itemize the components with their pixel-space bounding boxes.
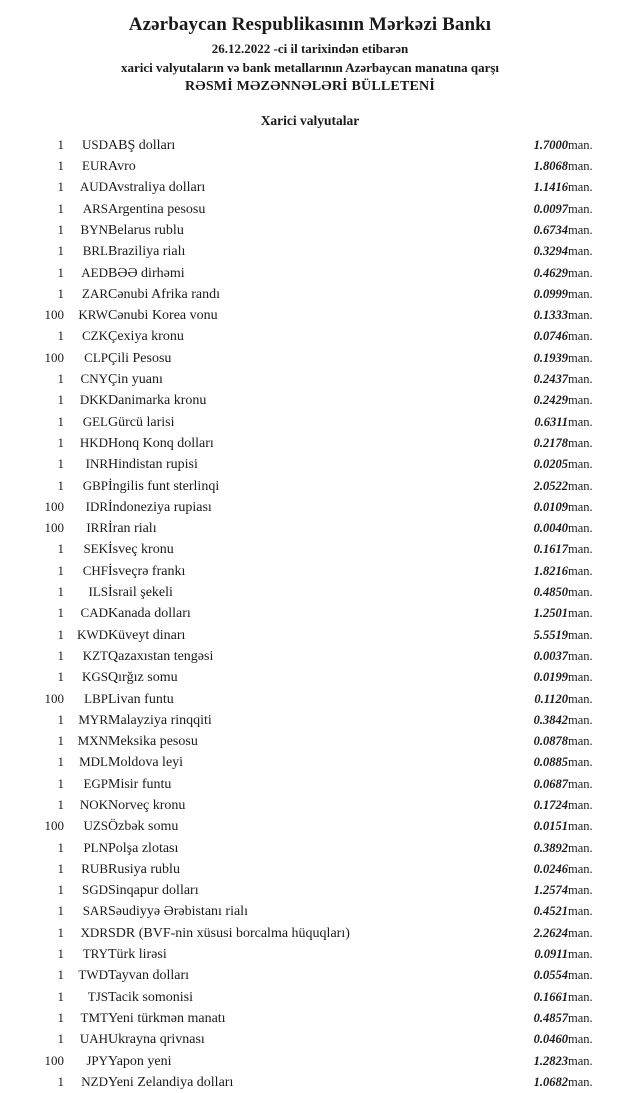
currency-unit: man.	[568, 393, 593, 408]
currency-code: RUB	[81, 860, 108, 876]
document-header	[18, 14, 602, 95]
table-row	[18, 263, 602, 284]
currency-unit: man.	[568, 201, 593, 216]
currency-name: Livan funtu	[108, 691, 174, 707]
currency-name: Misir funtu	[108, 776, 172, 792]
table-row	[18, 561, 602, 582]
table-row	[18, 901, 602, 922]
currency-name: Kanada dolları	[108, 606, 191, 622]
currency-unit: man.	[568, 1074, 593, 1089]
currency-unit: man.	[568, 798, 593, 812]
table-row	[18, 135, 602, 156]
currency-unit: man.	[568, 585, 593, 600]
currency-name: Yeni Zelandiya dolları	[108, 1074, 234, 1090]
currency-quantity: 1	[57, 839, 64, 855]
currency-code: TMT	[80, 1009, 108, 1025]
currency-code: EGP	[83, 775, 108, 791]
currency-rate: 1.0682	[533, 1074, 568, 1089]
currency-name: Səudiyyə Ərəbistanı rialı	[108, 904, 248, 920]
currency-code: HKD	[79, 434, 108, 450]
currency-rate: 0.0999	[533, 286, 568, 301]
currency-rate: 1.2501	[533, 606, 568, 621]
table-row	[18, 625, 602, 646]
currency-unit: man.	[568, 840, 593, 855]
currency-rate: 0.0554	[533, 968, 568, 983]
currency-code: SEK	[83, 541, 108, 557]
currency-name: Çexiya kronu	[108, 329, 184, 345]
currency-code: USD	[81, 136, 108, 152]
currency-code: BYN	[80, 221, 108, 237]
currency-name: Rusiya rublu	[108, 861, 180, 877]
currency-code: TJS	[87, 988, 108, 1004]
currency-quantity: 1	[57, 860, 64, 876]
currency-rate: 0.0460	[533, 1032, 568, 1047]
section-title-foreign-currencies: Xarici valyutalar	[260, 112, 360, 128]
currency-quantity: 100	[44, 498, 64, 514]
currency-unit: man.	[568, 457, 593, 472]
currency-rate: 5.5519	[533, 627, 568, 642]
currency-unit: man.	[568, 414, 593, 429]
table-row	[18, 1051, 602, 1072]
currency-rate: 0.0037	[533, 648, 568, 663]
table-row	[18, 923, 602, 944]
currency-code: KGS	[81, 669, 108, 685]
table-row	[18, 369, 602, 390]
currency-name: Yapon yeni	[108, 1053, 172, 1069]
currency-code: KWD	[76, 626, 108, 642]
currency-code: AED	[81, 264, 108, 280]
currency-unit: man.	[568, 989, 593, 1004]
currency-quantity: 1	[57, 775, 64, 791]
currency-unit: man.	[568, 925, 593, 940]
currency-name: Avro	[108, 159, 136, 175]
currency-unit: man.	[568, 904, 593, 919]
currency-unit: man.	[568, 861, 593, 876]
currency-rate: 0.0109	[533, 499, 568, 514]
currency-rate: 1.2823	[533, 1053, 568, 1068]
currency-quantity: 100	[44, 1052, 64, 1068]
currency-unit: man.	[568, 1010, 593, 1025]
currency-name: Tayvan dolları	[108, 968, 190, 984]
currency-code: INR	[85, 456, 108, 472]
currency-code: XDR	[80, 924, 108, 940]
currency-quantity: 1	[57, 605, 64, 621]
currency-code: CHF	[82, 562, 108, 578]
currency-unit: man.	[568, 968, 593, 983]
currency-name: Tacik somonisi	[108, 989, 193, 1005]
currency-unit: man.	[568, 1053, 593, 1068]
currency-name: Qırğız somu	[108, 670, 178, 686]
currency-unit: man.	[568, 883, 593, 898]
currency-name: Meksika pesosu	[108, 734, 198, 750]
currency-name: Türk lirəsi	[108, 947, 167, 963]
currency-name: Cənubi Korea vonu	[108, 308, 218, 324]
currency-rate: 0.0885	[533, 755, 568, 770]
currency-rate: 0.2178	[533, 435, 568, 450]
currency-code: PLN	[83, 839, 108, 855]
currency-unit: man.	[568, 542, 593, 557]
currency-rate: 1.2574	[533, 883, 568, 898]
table-row	[18, 348, 602, 369]
currency-quantity: 1	[57, 562, 64, 578]
currency-name: Çili Pesosu	[108, 350, 172, 366]
currency-rate: 2.2624	[533, 925, 568, 940]
table-row	[18, 241, 602, 262]
currency-code: GBP	[82, 477, 108, 493]
table-row	[18, 582, 602, 603]
currency-quantity: 1	[57, 797, 64, 812]
currency-rate: 0.0097	[533, 201, 568, 216]
currency-name: İran rialı	[108, 521, 157, 537]
currency-unit: man.	[568, 244, 593, 259]
table-row	[18, 1029, 602, 1050]
currency-name: İsrail şekeli	[108, 585, 173, 601]
table-row	[18, 816, 602, 837]
currency-rate: 0.4629	[533, 265, 568, 280]
currency-code: JPY	[86, 1052, 108, 1068]
table-row	[18, 433, 602, 454]
currency-rate: 1.8068	[533, 159, 568, 174]
table-row	[18, 689, 602, 710]
currency-name: Gürcü larisi	[108, 414, 175, 430]
currency-quantity: 1	[57, 243, 64, 259]
currency-name: Özbək somu	[108, 819, 179, 835]
currency-quantity: 1	[57, 413, 64, 429]
currency-code: ZAR	[82, 285, 108, 301]
currency-rate: 0.4521	[533, 904, 568, 919]
table-row	[18, 326, 602, 347]
currency-rate: 0.0911	[534, 947, 568, 962]
currency-name: Hindistan rupisi	[108, 457, 198, 473]
currency-name: Danimarka kronu	[108, 393, 207, 409]
currency-quantity: 1	[57, 136, 64, 152]
currency-quantity: 1	[57, 924, 64, 940]
currency-code: LBP	[84, 690, 108, 706]
table-row	[18, 987, 602, 1008]
table-row	[18, 752, 602, 773]
currency-rate: 0.0746	[533, 329, 568, 344]
currency-rate: 0.0687	[533, 776, 568, 791]
currency-code: KRW	[78, 307, 108, 323]
currency-rate: 0.0040	[533, 521, 568, 536]
currency-rate: 0.6311	[534, 414, 568, 429]
currency-rate: 2.0522	[533, 478, 568, 493]
currency-quantity: 100	[44, 520, 64, 536]
table-row	[18, 539, 602, 560]
currency-quantity: 1	[57, 477, 64, 493]
currency-quantity: 1	[57, 584, 64, 600]
currency-unit: man.	[568, 286, 593, 301]
table-row	[18, 1008, 602, 1029]
table-row	[18, 220, 602, 241]
table-row	[18, 774, 602, 795]
currency-rate: 0.3892	[533, 840, 568, 855]
currency-unit: man.	[568, 350, 593, 365]
currency-rate: 0.2437	[533, 372, 568, 387]
currency-name: ABŞ dolları	[108, 137, 176, 153]
table-row	[18, 199, 602, 220]
currency-code: MDL	[79, 754, 108, 770]
currency-name: Yeni türkmən manatı	[108, 1010, 226, 1026]
currency-unit: man.	[568, 712, 593, 727]
currency-code: NZD	[81, 1073, 108, 1089]
currency-rate: 0.4850	[533, 585, 568, 600]
currency-quantity: 1	[57, 221, 64, 237]
currency-code: SAR	[82, 903, 108, 919]
currency-unit: man.	[568, 308, 593, 323]
currency-unit: man.	[568, 521, 593, 536]
currency-name: SDR (BVF-nin xüsusi borcalma hüquqları)	[108, 925, 350, 941]
currency-rate: 0.6734	[533, 222, 568, 237]
currency-code: GEL	[82, 413, 108, 429]
currency-rate: 0.0205	[533, 457, 568, 472]
currency-name: Argentina pesosu	[108, 201, 206, 217]
currency-code: MYR	[78, 711, 108, 727]
currency-name: Braziliya rialı	[108, 244, 186, 260]
currency-unit: man.	[568, 180, 593, 195]
currency-code: KZT	[82, 647, 108, 663]
currency-unit: man.	[568, 563, 593, 578]
table-row	[18, 795, 602, 816]
currency-quantity: 1	[57, 967, 64, 983]
currency-rate: 1.1416	[533, 180, 568, 195]
currency-unit: man.	[568, 670, 593, 685]
currency-code: AUD	[79, 179, 108, 195]
currency-code: IRR	[86, 520, 108, 536]
table-row	[18, 965, 602, 986]
currency-name: İndoneziya rupiası	[108, 499, 212, 515]
table-row	[18, 497, 602, 518]
table-row	[18, 710, 602, 731]
currency-code: IDR	[85, 498, 108, 514]
currency-code: EUR	[82, 158, 108, 174]
currency-unit: man.	[568, 159, 593, 174]
currency-rate: 0.0246	[533, 861, 568, 876]
table-row	[18, 667, 602, 688]
currency-rate: 1.7000	[533, 137, 568, 152]
currency-name: İngilis funt sterlinqi	[108, 478, 220, 494]
bank-title: Azərbaycan Respublikasının Mərkəzi Bankı	[128, 14, 492, 35]
currency-unit: man.	[568, 776, 593, 791]
currency-rate: 1.8216	[533, 563, 568, 578]
currency-unit: man.	[568, 627, 593, 642]
table-row	[18, 284, 602, 305]
bulletin-title: RƏSMİ MƏZƏNNƏLƏRİ BÜLLETENİ	[184, 78, 436, 94]
effective-date-line: 26.12.2022 -ci il tarixindən etibarən	[211, 40, 409, 56]
table-row	[18, 944, 602, 965]
currency-unit: man.	[568, 499, 593, 514]
currency-quantity: 1	[57, 328, 64, 344]
currency-name: Norveç kronu	[108, 798, 186, 813]
currency-unit: man.	[568, 137, 593, 152]
currency-unit: man.	[568, 265, 593, 280]
currency-quantity: 1	[57, 1009, 64, 1025]
currency-quantity: 1	[57, 647, 64, 663]
currency-unit: man.	[568, 435, 593, 450]
currency-quantity: 1	[57, 392, 64, 408]
currency-quantity: 1	[57, 988, 64, 1004]
currency-quantity: 1	[57, 1073, 64, 1089]
table-row	[18, 1072, 602, 1093]
currency-quantity: 1	[57, 541, 64, 557]
currency-quantity: 1	[57, 371, 64, 387]
table-row	[18, 646, 602, 667]
currency-name: Küveyt dinarı	[108, 627, 186, 643]
currency-name: Çin yuanı	[108, 372, 163, 388]
table-row	[18, 412, 602, 433]
table-row	[18, 838, 602, 859]
currency-rate: 0.4857	[533, 1010, 568, 1025]
currency-unit: man.	[568, 1032, 593, 1047]
currency-quantity: 1	[57, 434, 64, 450]
currency-code: MXN	[77, 733, 108, 749]
currency-quantity: 100	[44, 307, 64, 323]
currency-code: UZS	[83, 818, 108, 834]
currency-unit: man.	[568, 478, 593, 493]
table-row	[18, 177, 602, 198]
currency-quantity: 1	[57, 264, 64, 280]
currency-rate: 0.1939	[533, 350, 568, 365]
currency-code: DKK	[79, 392, 108, 408]
currency-rate: 0.1617	[533, 542, 568, 557]
currency-unit: man.	[568, 691, 593, 706]
currency-quantity: 1	[57, 285, 64, 301]
currency-quantity: 1	[57, 903, 64, 919]
currency-name: İsveç kronu	[108, 542, 174, 558]
currency-code: BRL	[82, 243, 108, 259]
table-row	[18, 156, 602, 177]
currency-code: TWD	[78, 967, 108, 983]
currency-unit: man.	[568, 329, 593, 344]
currency-quantity: 1	[57, 626, 64, 642]
table-row	[18, 859, 602, 880]
currency-unit: man.	[568, 372, 593, 387]
currency-unit: man.	[568, 755, 593, 770]
currency-code: ILS	[88, 584, 108, 600]
currency-unit: man.	[568, 222, 593, 237]
currency-code: CAD	[80, 605, 108, 621]
currency-quantity: 1	[57, 669, 64, 685]
currency-name: Qazaxıstan tengəsi	[108, 648, 214, 664]
currency-name: Avstraliya dolları	[108, 180, 206, 196]
currency-quantity: 1	[57, 733, 64, 749]
currency-code: TRY	[82, 946, 108, 962]
currency-rate: 0.1120	[534, 691, 568, 706]
currency-name: Moldova leyi	[108, 755, 184, 771]
currency-quantity: 1	[57, 711, 64, 727]
currency-quantity: 100	[44, 690, 64, 706]
currency-code: SGD	[81, 882, 108, 898]
currency-code: CZK	[82, 328, 108, 344]
currency-unit: man.	[568, 819, 593, 834]
currency-unit: man.	[568, 734, 593, 749]
currency-code: UAH	[79, 1031, 108, 1047]
currency-code: CLP	[84, 349, 108, 365]
currency-code: NOK	[79, 797, 108, 812]
currency-unit: man.	[568, 947, 593, 962]
currency-name: Polşa zlotası	[108, 840, 179, 856]
currency-quantity: 1	[57, 200, 64, 216]
table-row	[18, 305, 602, 326]
currency-quantity: 1	[57, 754, 64, 770]
currency-rate: 0.0878	[533, 734, 568, 749]
currency-name: Belarus rublu	[108, 222, 184, 238]
currency-unit: man.	[568, 648, 593, 663]
currency-name: BƏƏ dirhəmi	[108, 265, 185, 281]
table-row	[18, 476, 602, 497]
currency-rate: 0.0199	[533, 670, 568, 685]
currency-rate: 0.1333	[533, 308, 568, 323]
currency-name: Cənubi Afrika randı	[108, 286, 220, 302]
currency-unit: man.	[568, 606, 593, 621]
table-row	[18, 731, 602, 752]
currency-code: CNY	[80, 371, 108, 387]
table-row	[18, 518, 602, 539]
currency-rate: 0.3294	[533, 244, 568, 259]
table-row	[18, 603, 602, 624]
currency-rates-body	[18, 135, 602, 1093]
currency-name: Ukrayna qrivnası	[108, 1032, 205, 1048]
currency-name: Sinqapur dolları	[108, 883, 199, 899]
table-row	[18, 454, 602, 475]
currency-quantity: 1	[57, 946, 64, 962]
currency-quantity: 1	[57, 179, 64, 195]
currency-quantity: 100	[44, 349, 64, 365]
currency-rate: 0.1661	[533, 989, 568, 1004]
currency-rates-table	[18, 135, 602, 1093]
currency-rate: 0.2429	[533, 393, 568, 408]
currency-rate: 0.3842	[533, 712, 568, 727]
currency-quantity: 100	[44, 818, 64, 834]
table-row	[18, 880, 602, 901]
table-row	[18, 390, 602, 411]
currency-quantity: 1	[57, 1031, 64, 1047]
subtitle-line: xarici valyutaların və bank metallarının Azərbaycan manatına qarşı	[120, 59, 500, 75]
currency-name: İsveçrə frankı	[108, 563, 186, 579]
currency-quantity: 1	[57, 158, 64, 174]
currency-code: ARS	[82, 200, 108, 216]
currency-rate: 0.1724	[533, 798, 568, 812]
currency-rate: 0.0151	[533, 819, 568, 834]
currency-quantity: 1	[57, 456, 64, 472]
currency-name: Malayziya rinqqiti	[108, 712, 212, 728]
currency-quantity: 1	[57, 882, 64, 898]
currency-name: Honq Konq dolları	[108, 435, 214, 451]
